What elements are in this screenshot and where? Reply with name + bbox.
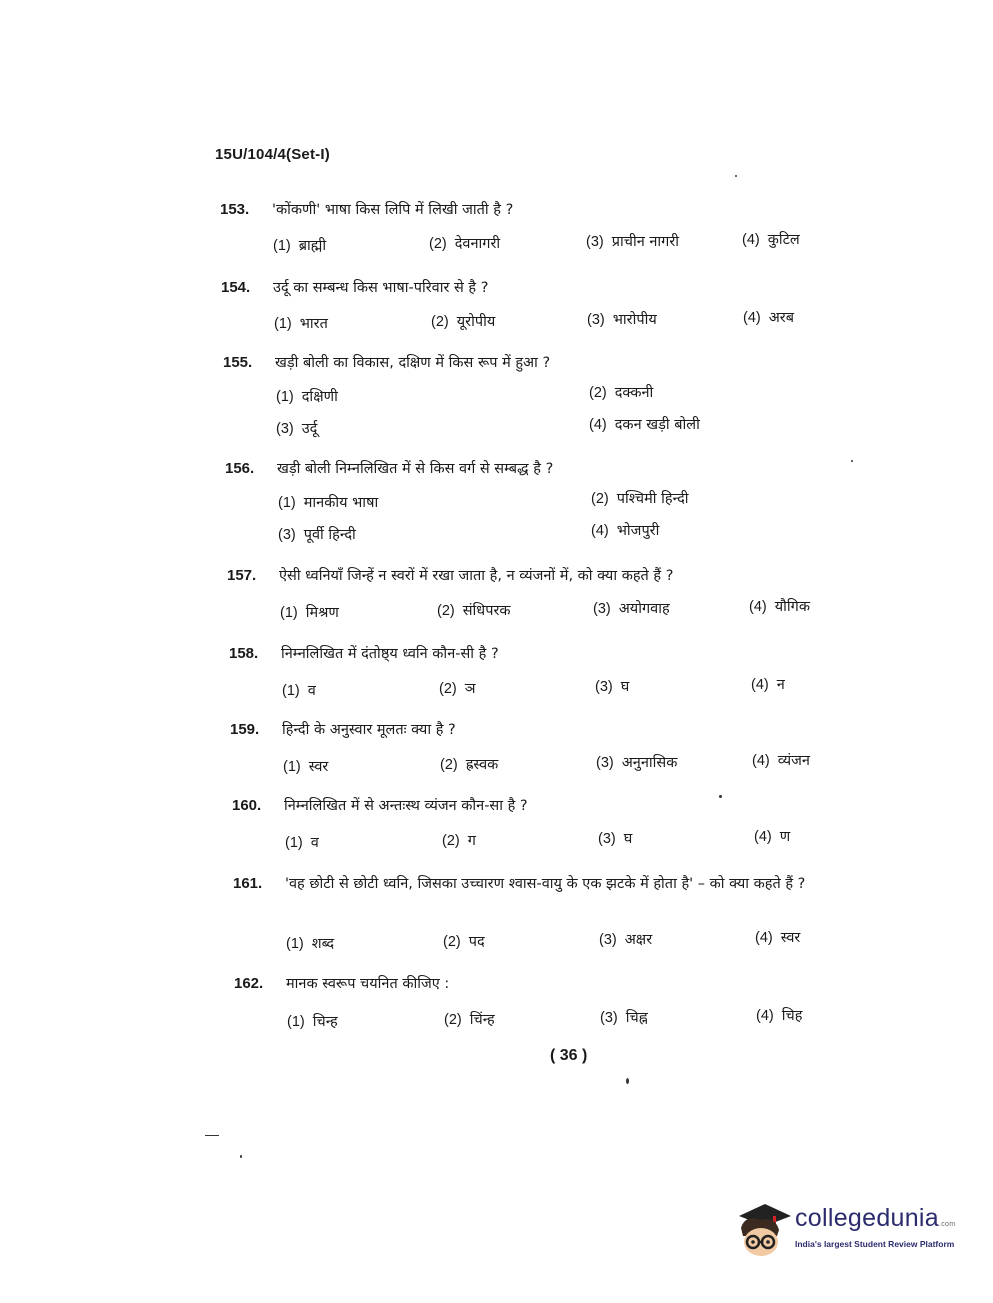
- option-text: भोजपुरी: [616, 523, 660, 539]
- option-number: (1): [285, 835, 303, 851]
- option-text: शब्द: [311, 936, 335, 952]
- option-text: घ: [620, 679, 630, 695]
- option-1: [282, 681, 316, 701]
- question-156: [225, 459, 845, 549]
- option-number: (4): [751, 677, 769, 693]
- option-number: (3): [599, 932, 617, 948]
- question-text: खड़ी बोली निम्नलिखित में से किस वर्ग से सम्बद्ध है ?: [277, 461, 554, 477]
- option-text: भारोपीय: [612, 312, 657, 328]
- option-2: [437, 601, 511, 621]
- question-number: 153.: [220, 201, 250, 218]
- option-text: स्वर: [308, 759, 329, 775]
- option-1: [285, 833, 319, 853]
- option-text: ह्रस्वक: [465, 757, 499, 773]
- question-number: 155.: [223, 354, 253, 371]
- question-number: 156.: [225, 460, 255, 477]
- option-text: पद: [468, 934, 485, 950]
- page-number: ( 36 ): [550, 1047, 588, 1064]
- option-number: (3): [595, 679, 613, 695]
- option-text: पश्चिमी हिन्दी: [616, 491, 689, 507]
- option-number: (4): [743, 310, 761, 326]
- option-text: चिन्ह: [312, 1014, 338, 1030]
- option-text: मिश्रण: [305, 605, 339, 621]
- option-number: (4): [755, 930, 773, 946]
- question-text: मानक स्वरूप चयनित कीजिए :: [286, 976, 450, 992]
- option-4: [591, 521, 659, 541]
- option-number: (1): [280, 605, 298, 621]
- option-4: [755, 928, 800, 948]
- option-number: (2): [429, 236, 447, 252]
- option-number: (1): [286, 936, 304, 952]
- option-2: [440, 755, 498, 775]
- option-3: [600, 1008, 648, 1028]
- question-text: ऐसी ध्वनियाँ जिन्हें न स्वरों में रखा जाता है, न व्यंजनों में, को क्या कहते हैं ?: [279, 568, 674, 584]
- option-3: [598, 829, 632, 849]
- option-number: (1): [282, 683, 300, 699]
- option-text: ग: [467, 833, 476, 849]
- option-1: [286, 934, 334, 954]
- option-4: [754, 827, 790, 847]
- option-number: (2): [431, 314, 449, 330]
- option-4: [749, 597, 810, 617]
- option-number: (1): [287, 1014, 305, 1030]
- option-number: (2): [443, 934, 461, 950]
- option-3: [586, 232, 679, 252]
- option-2: [444, 1010, 495, 1030]
- option-4: [756, 1006, 802, 1026]
- question-number: 161.: [233, 875, 263, 892]
- option-number: (4): [749, 599, 767, 615]
- option-1: [274, 314, 328, 334]
- option-text: भारत: [299, 316, 328, 332]
- question-text: 'कोंकणी' भाषा किस लिपि में लिखी जाती है ?: [272, 202, 514, 218]
- option-3: [278, 525, 356, 545]
- option-text: व्यंजन: [777, 753, 810, 769]
- option-3: [599, 930, 652, 950]
- option-3: [587, 310, 657, 330]
- option-number: (4): [742, 232, 760, 248]
- option-1: [280, 603, 339, 623]
- question-text: हिन्दी के अनुस्वार मूलतः क्या है ?: [282, 722, 456, 738]
- option-number: (3): [587, 312, 605, 328]
- option-2: [442, 831, 476, 851]
- option-text: चिह्न: [625, 1010, 648, 1026]
- option-text: यूरोपीय: [456, 314, 496, 330]
- question-number: 154.: [221, 279, 251, 296]
- question-text: उर्दू का सम्बन्ध किस भाषा-परिवार से है ?: [273, 280, 489, 296]
- option-1: [283, 757, 328, 777]
- option-4: [751, 675, 785, 695]
- option-number: (1): [276, 389, 294, 405]
- option-text: प्राचीन नागरी: [611, 234, 680, 250]
- option-2: [443, 932, 485, 952]
- option-text: दक्कनी: [614, 385, 654, 401]
- option-text: दकन खड़ी बोली: [614, 417, 700, 433]
- option-number: (2): [437, 603, 455, 619]
- option-number: (4): [589, 417, 607, 433]
- question-161: [233, 874, 913, 964]
- option-text: अनुनासिक: [621, 755, 678, 771]
- logo-tagline: India's largest Student Review Platform: [795, 1239, 955, 1249]
- option-number: (4): [754, 829, 772, 845]
- option-number: (4): [756, 1008, 774, 1024]
- question-160: [232, 796, 852, 856]
- option-number: (3): [598, 831, 616, 847]
- option-text: यौगिक: [774, 599, 810, 615]
- option-text: चिह: [781, 1008, 803, 1024]
- option-text: व: [310, 835, 319, 851]
- option-2: [429, 234, 500, 254]
- question-number: 158.: [229, 645, 259, 662]
- option-4: [752, 751, 810, 771]
- question-text: निम्नलिखित में दंतोष्ठ्य ध्वनि कौन-सी है ?: [281, 646, 499, 662]
- question-number: 157.: [227, 567, 257, 584]
- option-text: पूर्वी हिन्दी: [303, 527, 356, 543]
- scan-speck: [719, 795, 722, 798]
- option-text: ञ: [464, 681, 476, 697]
- option-text: देवनागरी: [454, 236, 501, 252]
- option-text: ब्राह्मी: [298, 238, 327, 254]
- option-number: (3): [586, 234, 604, 250]
- option-number: (1): [283, 759, 301, 775]
- paper-code: 15U/104/4(Set-I): [215, 146, 330, 163]
- watermark-logo: [735, 1198, 965, 1258]
- option-number: (2): [440, 757, 458, 773]
- option-number: (1): [274, 316, 292, 332]
- option-number: (3): [596, 755, 614, 771]
- option-1: [287, 1012, 338, 1032]
- option-3: [595, 677, 629, 697]
- option-text: न: [776, 677, 785, 693]
- option-text: संधिपरक: [462, 603, 511, 619]
- option-text: ण: [779, 829, 791, 845]
- option-number: (2): [589, 385, 607, 401]
- scan-speck: [851, 460, 853, 462]
- option-2: [439, 679, 476, 699]
- question-158: [229, 644, 849, 704]
- option-text: अक्षर: [624, 932, 653, 948]
- option-text: उर्दू: [301, 421, 318, 437]
- option-2: [591, 489, 689, 509]
- option-text: मानकीय भाषा: [303, 495, 379, 511]
- scan-speck: [735, 175, 737, 177]
- question-153: [220, 200, 840, 260]
- option-text: व: [307, 683, 316, 699]
- option-number: (3): [278, 527, 296, 543]
- option-number: (3): [600, 1010, 618, 1026]
- question-159: [230, 720, 850, 780]
- question-number: 162.: [234, 975, 264, 992]
- option-1: [273, 236, 326, 256]
- option-2: [589, 383, 653, 403]
- option-text: स्वर: [780, 930, 801, 946]
- question-155: [223, 353, 843, 443]
- question-157: [227, 566, 847, 626]
- option-4: [743, 308, 794, 328]
- option-number: (1): [278, 495, 296, 511]
- option-4: [589, 415, 700, 435]
- mascot-icon: [735, 1198, 793, 1258]
- question-162: [234, 974, 854, 1034]
- option-number: (3): [593, 601, 611, 617]
- option-number: (2): [439, 681, 457, 697]
- option-number: (4): [591, 523, 609, 539]
- option-number: (2): [444, 1012, 462, 1028]
- question-text: निम्नलिखित में से अन्तःस्थ व्यंजन कौन-सा है ?: [284, 798, 528, 814]
- scan-speck: [205, 1135, 219, 1136]
- logo-brand-name: collegedunia: [795, 1204, 939, 1232]
- option-1: [278, 493, 378, 513]
- option-text: घ: [623, 831, 633, 847]
- option-text: अरब: [768, 310, 795, 326]
- logo-domain-suffix: .com: [939, 1221, 956, 1228]
- option-number: (2): [442, 833, 460, 849]
- scan-speck: [626, 1078, 629, 1084]
- question-154: [221, 278, 841, 338]
- option-number: (2): [591, 491, 609, 507]
- option-text: दक्षिणी: [301, 389, 338, 405]
- option-text: अयोगवाह: [618, 601, 670, 617]
- option-text: चिंन्ह: [469, 1012, 495, 1028]
- option-number: (1): [273, 238, 291, 254]
- option-number: (3): [276, 421, 294, 437]
- option-4: [742, 230, 800, 250]
- option-number: (4): [752, 753, 770, 769]
- option-text: कुटिल: [767, 232, 800, 248]
- option-3: [596, 753, 677, 773]
- question-text: खड़ी बोली का विकास, दक्षिण में किस रूप में हुआ ?: [275, 355, 551, 371]
- question-number: 159.: [230, 721, 260, 738]
- option-2: [431, 312, 495, 332]
- option-1: [276, 387, 338, 407]
- option-3: [276, 419, 317, 439]
- option-3: [593, 599, 670, 619]
- question-text: 'वह छोटी से छोटी ध्वनि, जिसका उच्चारण श्वास-वायु के एक झटके में होता है' – को क्या कहते हैं ?: [285, 876, 806, 892]
- question-number: 160.: [232, 797, 262, 814]
- scan-speck: [240, 1155, 242, 1158]
